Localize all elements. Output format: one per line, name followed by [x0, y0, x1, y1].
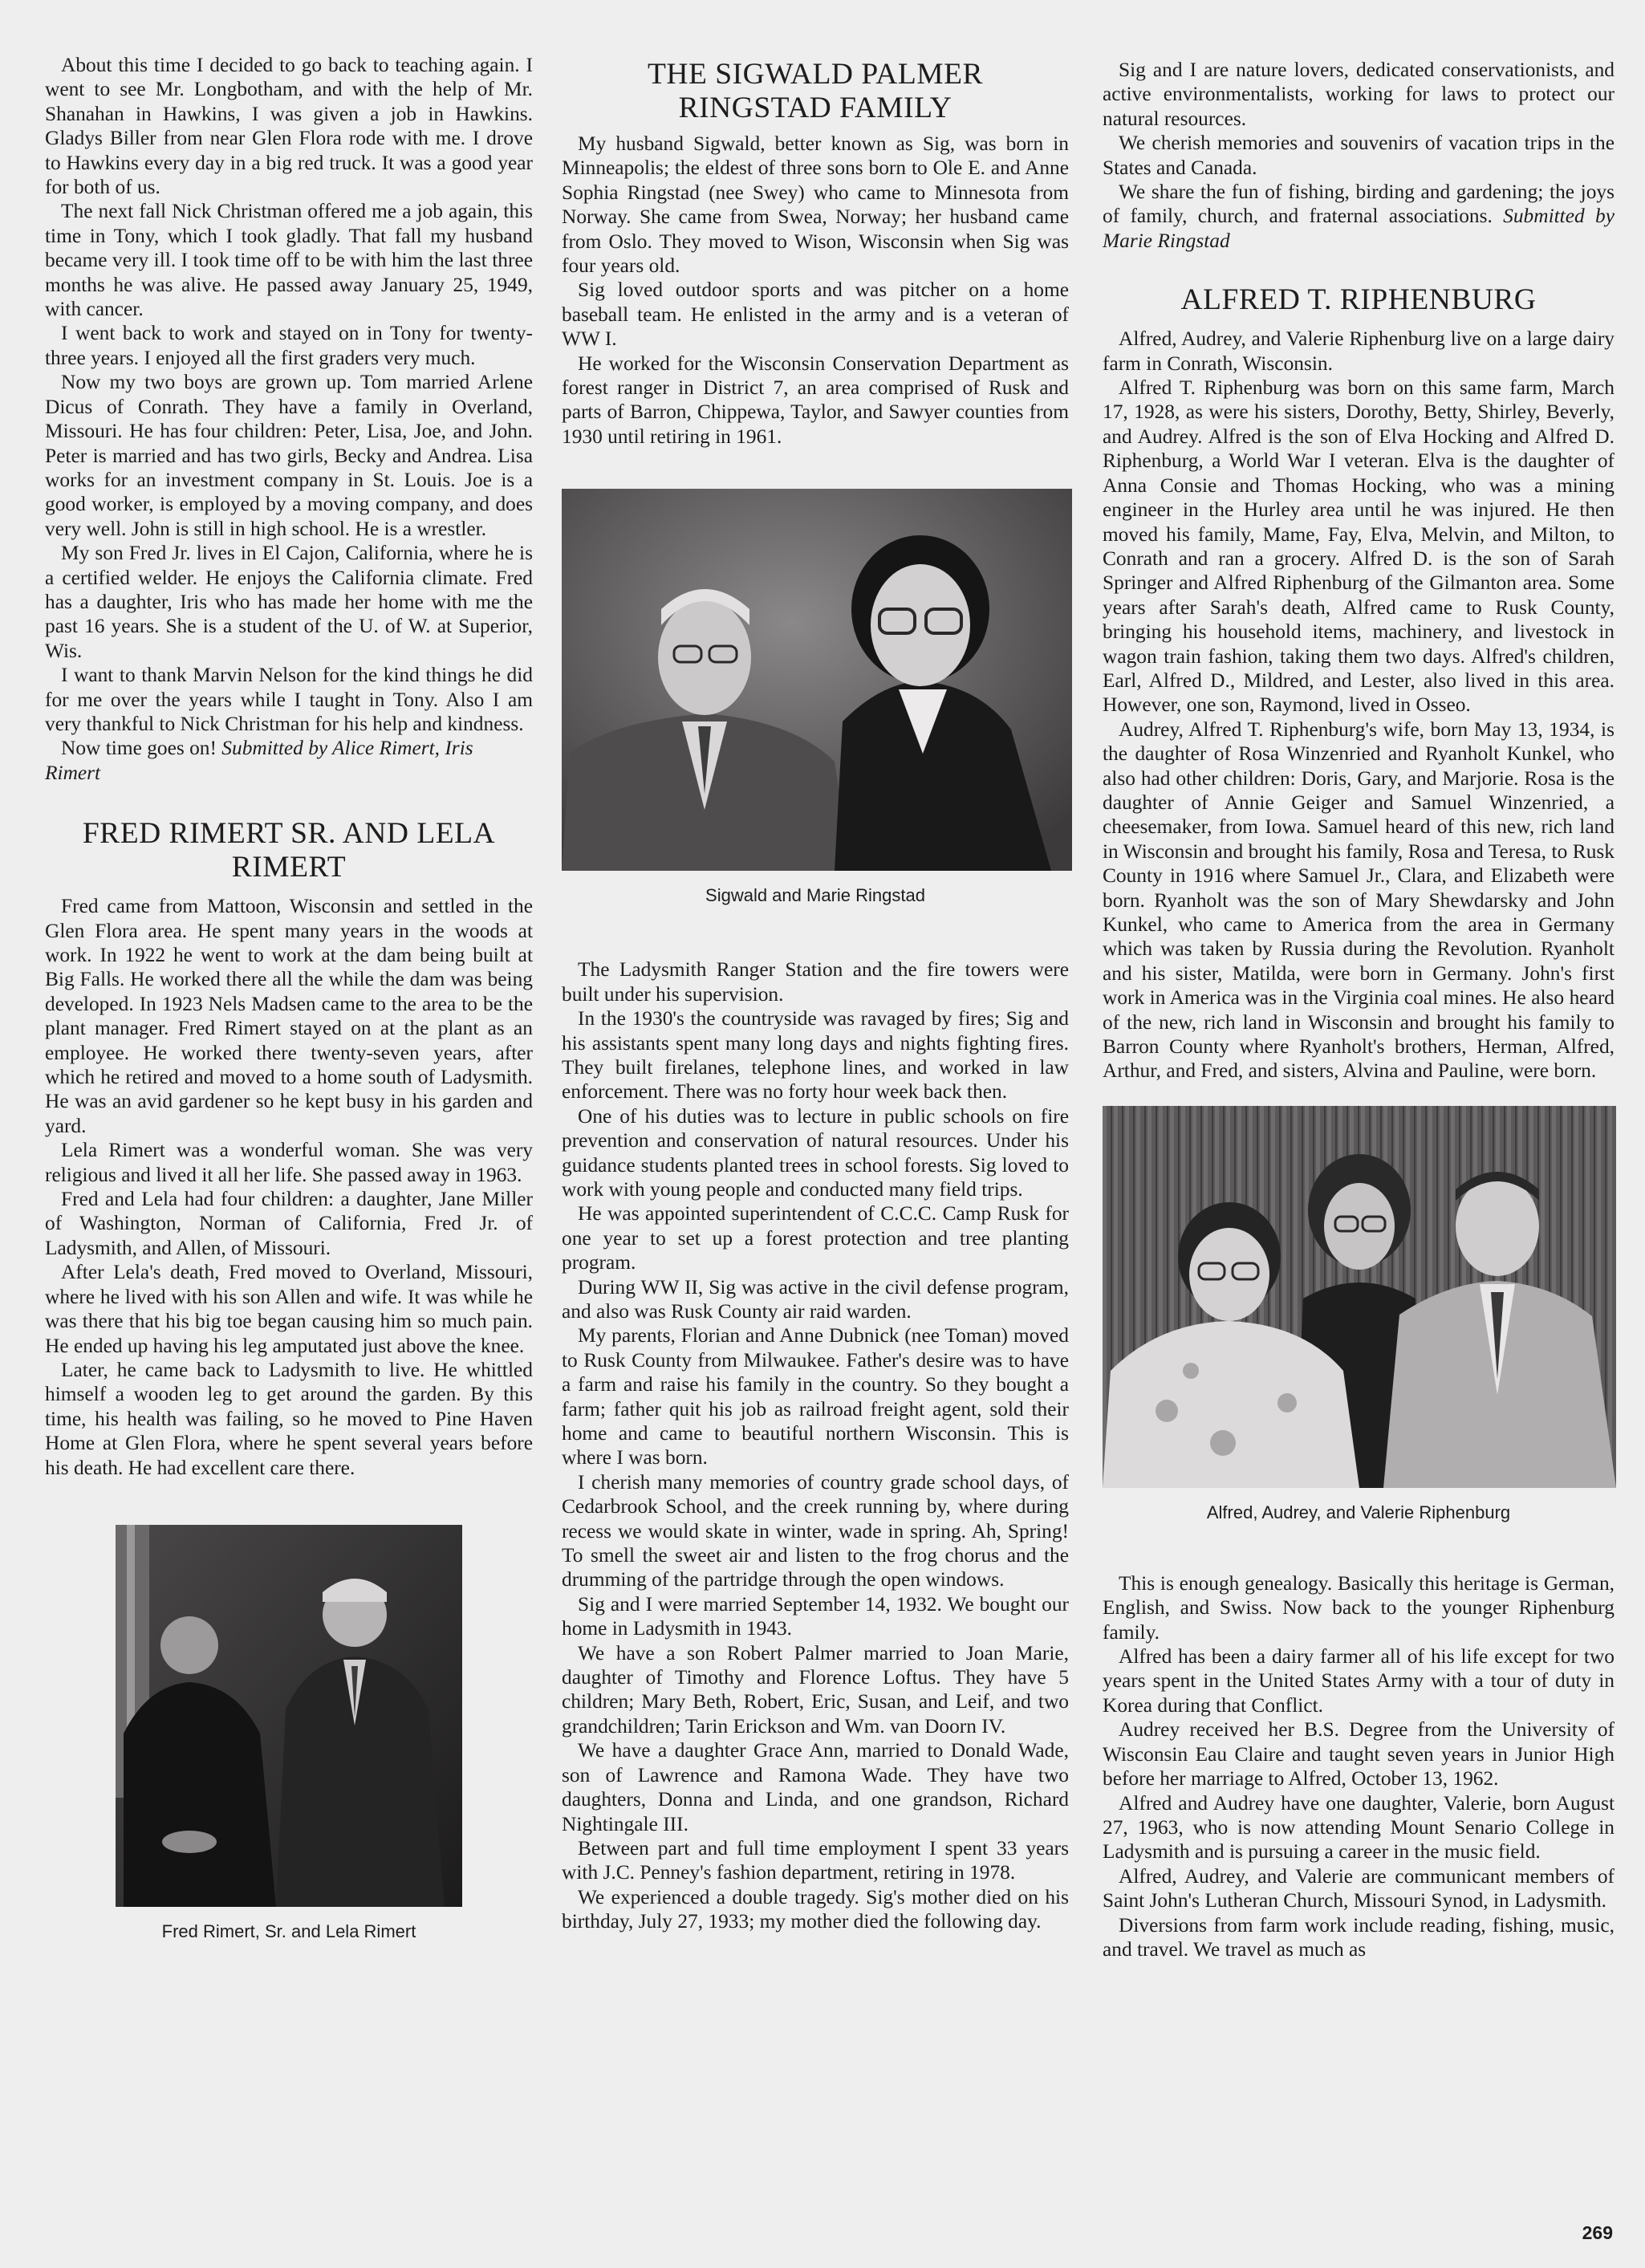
article-title-rimert: FRED RIMERT SR. AND LELA RIMERT: [82, 817, 496, 884]
closing-paragraph: [45, 736, 533, 785]
riphenburg-article-top: [1103, 327, 1615, 1083]
paragraph: Audrey, Alfred T. Riphenburg's wife, born May 13, 1934, is the daughter of Rosa Winzenried and Ryanholt Kunkel, who also had other children: Doris, Gary, and Marjorie. Rosa is the daughter of Annie Geiger and Samuel Winzenried, a cheesemaker, from Iowa. Samuel heard of this new, rich land in Wisconsin and brought his family, Rosa and Teresa, to Rusk County in 1916 where Samuel Jr., Clara, and Elizabeth were born. Ryanholt was the son of Mary Shewdarsky and John Kunkel, who came to America from the area in Germany which was taken by Russia during the Revolution. Ryanholt and his sister, Matilda, were born in Germany. John's first work in America was in the Virginia coal mines. He also heard of the new, rich land in Wisconsin and brought his family to Barron County where Ryanholt's brothers, Herman, Alfred, Arthur, and Fred, and sisters, Alvina and Pauline, were born.: [1103, 717, 1615, 1083]
paragraph: In the 1930's the countryside was ravaged by fires; Sig and his assistants spent many long days and nights fighting fires. They built firelanes, telephone lines, and worked in law enforcement. There was no forty hour week back then.: [562, 1007, 1069, 1104]
closing-paragraph: [1103, 180, 1615, 253]
paragraph: One of his duties was to lecture in public schools on fire prevention and conservation of natural resources. Under his guidance students planted trees in school forests. Sig loved to work with young people and conducted many field trips.: [562, 1104, 1069, 1201]
ringstad-article-continued: [1103, 58, 1615, 253]
photo-ringstad-image: [562, 489, 1072, 871]
paragraph: This is enough genealogy. Basically this heritage is German, English, and Swiss. Now back to the younger Riphenburg family.: [1103, 1571, 1615, 1644]
photo-riphenburg-image: [1103, 1106, 1616, 1488]
paragraph: Sig and I are nature lovers, dedicated conservationists, and active environmentalists, working for laws to protect our natural resources.: [1103, 59, 1615, 130]
paragraph: We have a son Robert Palmer married to Joan Marie, daughter of Timothy and Florence Loftus. They have 5 children; Mary Beth, Robert, Eric, Susan, and Leif, and two grandchildren; Tarin Erickson and Wm. van Doorn IV.: [562, 1641, 1069, 1738]
paragraph: My husband Sigwald, better known as Sig, was born in Minneapolis; the eldest of three sons born to Ole E. and Anne Sophia Ringstad (nee Swey) who came to Minnesota from Norway. She came from Swea, Norway; her husband came from Oslo. They moved to Wison, Wisconsin when Sig was four years old.: [562, 132, 1069, 278]
rimert-alice-story: [45, 53, 533, 785]
paragraph: Audrey received her B.S. Degree from the University of Wisconsin Eau Claire and taught seven years in Junior High before her marriage to Alfred, October 13, 1962.: [1103, 1718, 1615, 1790]
riphenburg-article-bottom: [1103, 1571, 1615, 1962]
paragraph: I want to thank Marvin Nelson for the kind things he did for me over the years while I taught in Tony. Also I am very thankful to Nick Christman for his help and kindness.: [45, 664, 533, 735]
paragraph: The next fall Nick Christman offered me a job again, this time in Tony, which I took gladly. That fall my husband became very ill. I took time off to be with him the last three months he was alive. He passed away January 25, 1949, with cancer.: [45, 200, 533, 321]
photo-fred-lela-rimert: [116, 1525, 462, 1907]
paragraph: He worked for the Wisconsin Conservation Department as forest ranger in District 7, an area comprised of Rusk and parts of Barron, Chippewa, Taylor, and Sawyer counties from 1930 until retiring in 1961.: [562, 352, 1069, 448]
paragraph: Later, he came back to Ladysmith to live. He whittled himself a wooden leg to get around the garden. By this time, his health was failing, so he moved to Pine Haven Home at Glen Flora, where he spent several years before his death. He had excellent care there.: [45, 1358, 533, 1479]
paragraph: Alfred, Audrey, and Valerie are communicant members of Saint John's Lutheran Church, Missouri Synod, in Ladysmith.: [1103, 1864, 1615, 1912]
paragraph: I went back to work and stayed on in Tony for twenty-three years. I enjoyed all the first graders very much.: [45, 322, 533, 369]
photo-caption-rimert: Fred Rimert, Sr. and Lela Rimert: [161, 1920, 416, 1941]
paragraph: He was appointed superintendent of C.C.C. Camp Rusk for one year to set up a forest protection and tree planting program.: [562, 1202, 1069, 1274]
column-right: [1103, 58, 1615, 1961]
paragraph: Between part and full time employment I spent 33 years with J.C. Penney's fashion department, retiring in 1978.: [562, 1836, 1069, 1884]
paragraph: During WW II, Sig was active in the civil defense program, and also was Rusk County air raid warden.: [562, 1275, 1069, 1323]
paragraph: We cherish memories and souvenirs of vacation trips in the States and Canada.: [1103, 132, 1615, 179]
paragraph: We have a daughter Grace Ann, married to Donald Wade, son of Lawrence and Ramona Wade. They have two daughters, Donna and Linda, and one grandson, Richard Nightingale III.: [562, 1739, 1069, 1835]
paragraph: Sig and I were married September 14, 1932. We bought our home in Ladysmith in 1943.: [562, 1592, 1069, 1640]
paragraph: Lela Rimert was a wonderful woman. She was very religious and lived it all her life. She passed away in 1963.: [45, 1139, 533, 1186]
article-title-ringstad: THE SIGWALD PALMER RINGSTAD FAMILY: [647, 58, 984, 124]
closing-text: Now time goes on!: [61, 737, 217, 760]
article-title-riphenburg: ALFRED T. RIPHENBURG: [1180, 283, 1537, 317]
paragraph: About this time I decided to go back to teaching again. I went to see Mr. Longbotham, and with the help of Mr. Shanahan in Hawkins, I was given a job in Hawkins. Gladys Biller from near Glen Flora rode with me. I drove to Hawkins every day in a big red truck. It was a good year for both of us.: [45, 54, 533, 199]
paragraph: Alfred, Audrey, and Valerie Riphenburg live on a large dairy farm in Conrath, Wisconsin.: [1103, 327, 1615, 375]
photo-riphenburg-family: [1103, 1106, 1616, 1488]
ringstad-article-top: [562, 132, 1069, 449]
paragraph: My son Fred Jr. lives in El Cajon, California, where he is a certified welder. He enjoys the California climate. Fred has a daughter, Iris who has made her home with me the past 16 years. She is a student of the U. of W. at Superior, Wis.: [45, 542, 533, 662]
column-middle: [562, 53, 1069, 1934]
paragraph: Alfred T. Riphenburg was born on this same farm, March 17, 1928, as were his sisters, Dorothy, Betty, Shirley, Beverly, and Audrey. Alfred is the son of Elva Hocking and Alfred D. Riphenburg, a World War I veteran. Elva is the daughter of Anna Consie and Thomas Hocking, who was a mining engineer in the Hurley area until he was injured. He then moved his family, Mame, Fay, Elva, Melvin, and Milton, to Conrath and ran a grocery. Alfred D. is the son of Sarah Springer and Alfred Riphenburg of the Gilmanton area. Some years after Sarah's death, Alfred came to Rusk County, bringing his household items, machinery, and livestock in wagon train fashion, taking them two days. Alfred's children, Earl, Alfred D., Mildred, and Lester, also lived in this area. However, one son, Raymond, lived in Osseo.: [1103, 376, 1615, 717]
paragraph: Fred and Lela had four children: a daughter, Jane Miller of Washington, Norman of California, Fred Jr. of Ladysmith, and Allen, of Missouri.: [45, 1188, 533, 1259]
paragraph: My parents, Florian and Anne Dubnick (nee Toman) moved to Rusk County from Milwaukee. Father's desire was to have a farm and raise his family in the country. So they bought a farm; father quit his job as railroad freight agent, sold their home and came to beautiful northern Wisconsin. This is where I was born.: [562, 1324, 1069, 1469]
closing-text: We share the fun of fishing, birding and gardening; the joys of family, church, and fraternal associations.: [1103, 181, 1615, 228]
column-left: [45, 53, 533, 1942]
photo-sigwald-marie-ringstad: [562, 489, 1072, 871]
ringstad-article-bottom: [562, 957, 1069, 1933]
paragraph: After Lela's death, Fred moved to Overland, Missouri, where he lived with his son Allen and wife. It was while he was there that his big toe began causing him so much pain. He ended up having his leg amputated just above the knee.: [45, 1261, 533, 1357]
page-number: 269: [1582, 2222, 1613, 2243]
paragraph: We experienced a double tragedy. Sig's mother died on his birthday, July 27, 1933; my mother died the following day.: [562, 1885, 1069, 1933]
paragraph: Diversions from farm work include reading, fishing, music, and travel. We travel as much as: [1103, 1913, 1615, 1961]
paragraph: The Ladysmith Ranger Station and the fire towers were built under his supervision.: [562, 958, 1069, 1006]
photo-rimert-image: [116, 1525, 462, 1907]
paragraph: I cherish many memories of country grade school days, of Cedarbrook School, and the creek running by, where during recess we would skate in winter, wade in spring. Ah, Spring! To smell the sweet air and listen to the frog chorus and the drumming of the partridge through the open windows.: [562, 1470, 1069, 1591]
paragraph: Alfred has been a dairy farmer all of his life except for two years spent in the United States Army with a tour of duty in Korea during that Conflict.: [1103, 1645, 1615, 1717]
rimert-article-body: [45, 894, 533, 1480]
paragraph: Sig loved outdoor sports and was pitcher on a home baseball team. He enlisted in the army and is a veteran of WW I.: [562, 278, 1069, 351]
paragraph: Now my two boys are grown up. Tom married Arlene Dicus of Conrath. They have a family in Overland, Missouri. He has four children: Peter, Lisa, Joe, and John. Peter is married and has two girls, Becky and Andrea. Lisa works for an investment company in St. Louis. Joe is a good worker, is employed by a moving company, and does very well. John is still in high school. He is a wrestler.: [45, 371, 533, 540]
submitted-by: Submitted by Alice Rimert, Iris Rimert: [45, 737, 473, 784]
paragraph: Fred came from Mattoon, Wisconsin and settled in the Glen Flora area. He spent many years in the woods at work. In 1922 he went to work at the dam being built at Big Falls. He worked there all the while the dam was being developed. In 1923 Nels Madsen came to the area to be the plant manager. Fred Rimert stayed on at the plant as an employee. He worked there twenty-seven years, after which he retired and moved to a home south of Ladysmith. He was an avid gardener so he kept busy in his garden and yard.: [45, 895, 533, 1137]
paragraph: Alfred and Audrey have one daughter, Valerie, born August 27, 1963, who is now attending Mount Senario College in Ladysmith and is pursuing a career in the music field.: [1103, 1791, 1615, 1864]
submitted-by: Submitted by Marie Ringstad: [1103, 205, 1615, 252]
photo-caption-ringstad: Sigwald and Marie Ringstad: [705, 885, 925, 906]
photo-caption-riphenburg: Alfred, Audrey, and Valerie Riphenburg: [1206, 1502, 1511, 1522]
